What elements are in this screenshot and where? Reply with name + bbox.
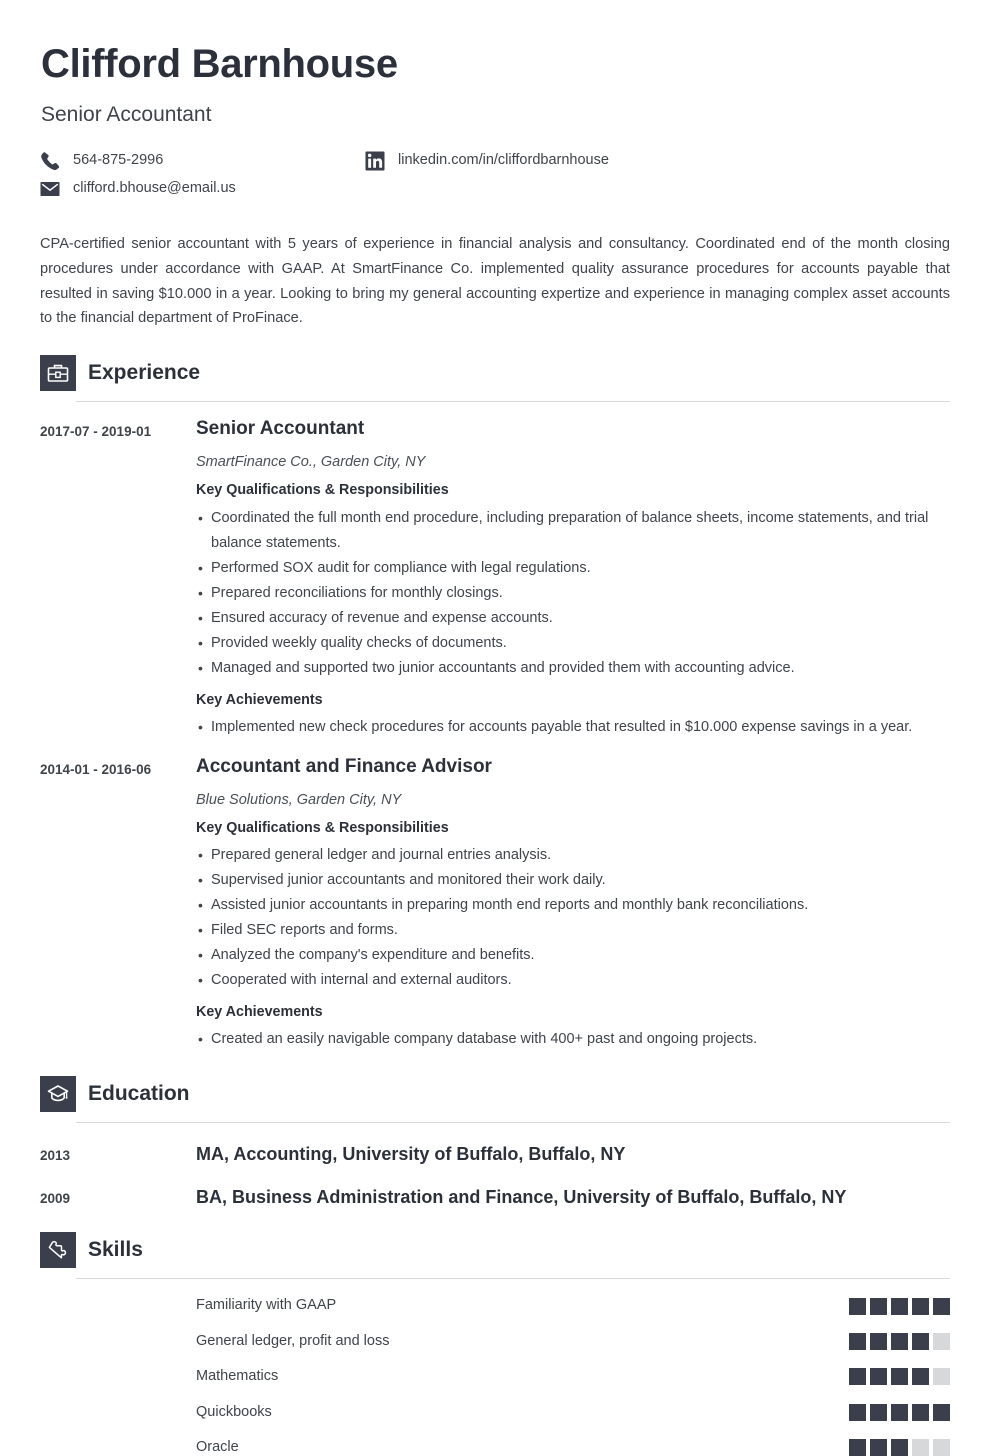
experience-entry bbox=[40, 756, 950, 1053]
education-entry-title: MA, Accounting, University of Buffalo, Buffalo, NY bbox=[196, 1144, 626, 1165]
contact-email[interactable] bbox=[40, 179, 365, 199]
skill-rating-box bbox=[870, 1368, 887, 1385]
skill-rating bbox=[849, 1333, 950, 1350]
skill-rating-box bbox=[849, 1333, 866, 1350]
resume-header bbox=[40, 40, 950, 199]
experience-section-header bbox=[40, 355, 950, 391]
contact-phone[interactable] bbox=[40, 151, 365, 171]
section-divider bbox=[76, 1278, 950, 1279]
qualifications-list bbox=[196, 843, 950, 993]
experience-entry bbox=[40, 418, 950, 740]
contact-email-text: clifford.bhouse@email.us bbox=[73, 180, 236, 197]
skills-list bbox=[40, 1297, 950, 1456]
experience-entry-date: 2017-07 - 2019-01 bbox=[40, 424, 152, 440]
contact-phone-text: 564-875-2996 bbox=[73, 152, 164, 169]
skill-rating-box bbox=[891, 1333, 908, 1350]
email-icon bbox=[40, 179, 60, 199]
education-entry bbox=[40, 1144, 950, 1166]
bullet-item: • Prepared reconciliations for monthly closings. bbox=[196, 581, 950, 606]
bullet-item: • Cooperated with internal and external auditors. bbox=[196, 968, 950, 993]
linkedin-icon bbox=[365, 151, 385, 171]
skill-rating-box bbox=[912, 1333, 929, 1350]
bullet-item: • Provided weekly quality checks of documents. bbox=[196, 631, 950, 656]
briefcase-icon bbox=[40, 355, 76, 391]
contact-info bbox=[40, 151, 950, 199]
skill-rating-box bbox=[891, 1298, 908, 1315]
skill-rating-box bbox=[933, 1333, 950, 1350]
candidate-name: Clifford Barnhouse bbox=[41, 42, 398, 86]
bullet-item: • Performed SOX audit for compliance with legal regulations. bbox=[196, 556, 950, 581]
achievements-label: Key Achievements bbox=[196, 1004, 323, 1021]
skill-row bbox=[40, 1439, 950, 1456]
skill-rating-box bbox=[891, 1368, 908, 1385]
skill-row bbox=[40, 1368, 950, 1385]
skills-title: Skills bbox=[88, 1237, 143, 1261]
skill-rating-box bbox=[933, 1404, 950, 1421]
qualifications-label: Key Qualifications & Responsibilities bbox=[196, 819, 449, 836]
education-entry-date: 2013 bbox=[40, 1148, 71, 1164]
skill-rating-box bbox=[933, 1439, 950, 1456]
skill-rating-box bbox=[849, 1439, 866, 1456]
bullet-item: • Ensured accuracy of revenue and expense accounts. bbox=[196, 606, 950, 631]
skill-rating-box bbox=[849, 1298, 866, 1315]
skill-rating-box bbox=[891, 1404, 908, 1421]
bullet-item: • Filed SEC reports and forms. bbox=[196, 918, 950, 943]
bullet-item: • Implemented new check procedures for accounts payable that resulted in $10.000 expense savings in a year. bbox=[196, 715, 950, 740]
skill-rating-box bbox=[933, 1368, 950, 1385]
phone-icon bbox=[40, 151, 60, 171]
skill-rating-box bbox=[912, 1368, 929, 1385]
experience-entry-company: SmartFinance Co., Garden City, NY bbox=[196, 454, 426, 471]
skill-name: Quickbooks bbox=[196, 1403, 272, 1420]
achievements-list bbox=[196, 1027, 950, 1052]
professional-summary: CPA-certified senior accountant with 5 years of experience in financial analysis and consultancy. Coordinated end of the month closing procedures under accordance with GAAP. At SmartFinance Co. implemented quality assurance procedures for accounts payable that resulted in saving $10.000 in a year. Looking to bring my general accounting expertize and experience in managing complex asset accounts to the financial department of ProFinace. bbox=[40, 236, 950, 327]
skill-row bbox=[40, 1333, 950, 1350]
skill-rating-box bbox=[870, 1333, 887, 1350]
education-entry-title: BA, Business Administration and Finance, University of Buffalo, Buffalo, NY bbox=[196, 1186, 847, 1207]
skill-rating-box bbox=[849, 1368, 866, 1385]
achievements-list bbox=[196, 715, 950, 740]
skill-name: Mathematics bbox=[196, 1368, 279, 1385]
education-title: Education bbox=[88, 1081, 190, 1105]
section-experience bbox=[40, 355, 950, 1052]
skill-row bbox=[40, 1297, 950, 1314]
experience-entry-date: 2014-01 - 2016-06 bbox=[40, 761, 152, 777]
bullet-item: • Analyzed the company's expenditure and benefits. bbox=[196, 943, 950, 968]
experience-entry-company: Blue Solutions, Garden City, NY bbox=[196, 791, 402, 808]
experience-entry-title: Accountant and Finance Advisor bbox=[196, 755, 492, 777]
bullet-item: • Coordinated the full month end procedure, including preparation of balance sheets, income statements, and trial balance statements. bbox=[196, 506, 950, 556]
achievements-label: Key Achievements bbox=[196, 691, 323, 708]
section-divider bbox=[76, 401, 950, 402]
skills-section-header bbox=[40, 1232, 950, 1268]
qualifications-list bbox=[196, 506, 950, 681]
experience-entry-body bbox=[196, 418, 950, 740]
education-entry bbox=[40, 1187, 950, 1209]
experience-title: Experience bbox=[88, 360, 201, 384]
skill-rating bbox=[849, 1404, 950, 1421]
skill-rating-box bbox=[891, 1439, 908, 1456]
skill-name: Oracle bbox=[196, 1439, 239, 1456]
section-skills bbox=[40, 1232, 950, 1456]
skill-rating bbox=[849, 1439, 950, 1456]
skill-rating-box bbox=[912, 1439, 929, 1456]
skill-rating bbox=[849, 1368, 950, 1385]
contact-linkedin-text: linkedin.com/in/cliffordbarnhouse bbox=[398, 152, 609, 169]
experience-entry-title: Senior Accountant bbox=[196, 418, 365, 440]
section-divider bbox=[76, 1122, 950, 1123]
bullet-item: • Created an easily navigable company database with 400+ past and ongoing projects. bbox=[196, 1027, 950, 1052]
skill-rating-box bbox=[870, 1298, 887, 1315]
section-education bbox=[40, 1076, 950, 1208]
bullet-item: • Supervised junior accountants and monitored their work daily. bbox=[196, 868, 950, 893]
candidate-job-title: Senior Accountant bbox=[41, 103, 212, 126]
qualifications-label: Key Qualifications & Responsibilities bbox=[196, 482, 449, 499]
skill-rating-box bbox=[912, 1404, 929, 1421]
puzzle-piece-icon bbox=[40, 1232, 76, 1268]
bullet-item: • Assisted junior accountants in preparing month end reports and monthly bank reconciliations. bbox=[196, 893, 950, 918]
experience-entry-body bbox=[196, 756, 950, 1053]
bullet-item: • Prepared general ledger and journal entries analysis. bbox=[196, 843, 950, 868]
skill-rating-box bbox=[912, 1298, 929, 1315]
bullet-item: • Managed and supported two junior accountants and provided them with accounting advice. bbox=[196, 656, 950, 681]
skill-row bbox=[40, 1404, 950, 1421]
skill-name: General ledger, profit and loss bbox=[196, 1332, 390, 1349]
skill-rating-box bbox=[849, 1404, 866, 1421]
skill-rating-box bbox=[870, 1404, 887, 1421]
skill-name: Familiarity with GAAP bbox=[196, 1297, 337, 1314]
contact-linkedin[interactable] bbox=[365, 151, 950, 171]
skill-rating-box bbox=[870, 1439, 887, 1456]
skill-rating bbox=[849, 1298, 950, 1315]
education-section-header bbox=[40, 1076, 950, 1112]
graduation-cap-icon bbox=[40, 1076, 76, 1112]
skill-rating-box bbox=[933, 1298, 950, 1315]
education-entry-date: 2009 bbox=[40, 1190, 71, 1206]
